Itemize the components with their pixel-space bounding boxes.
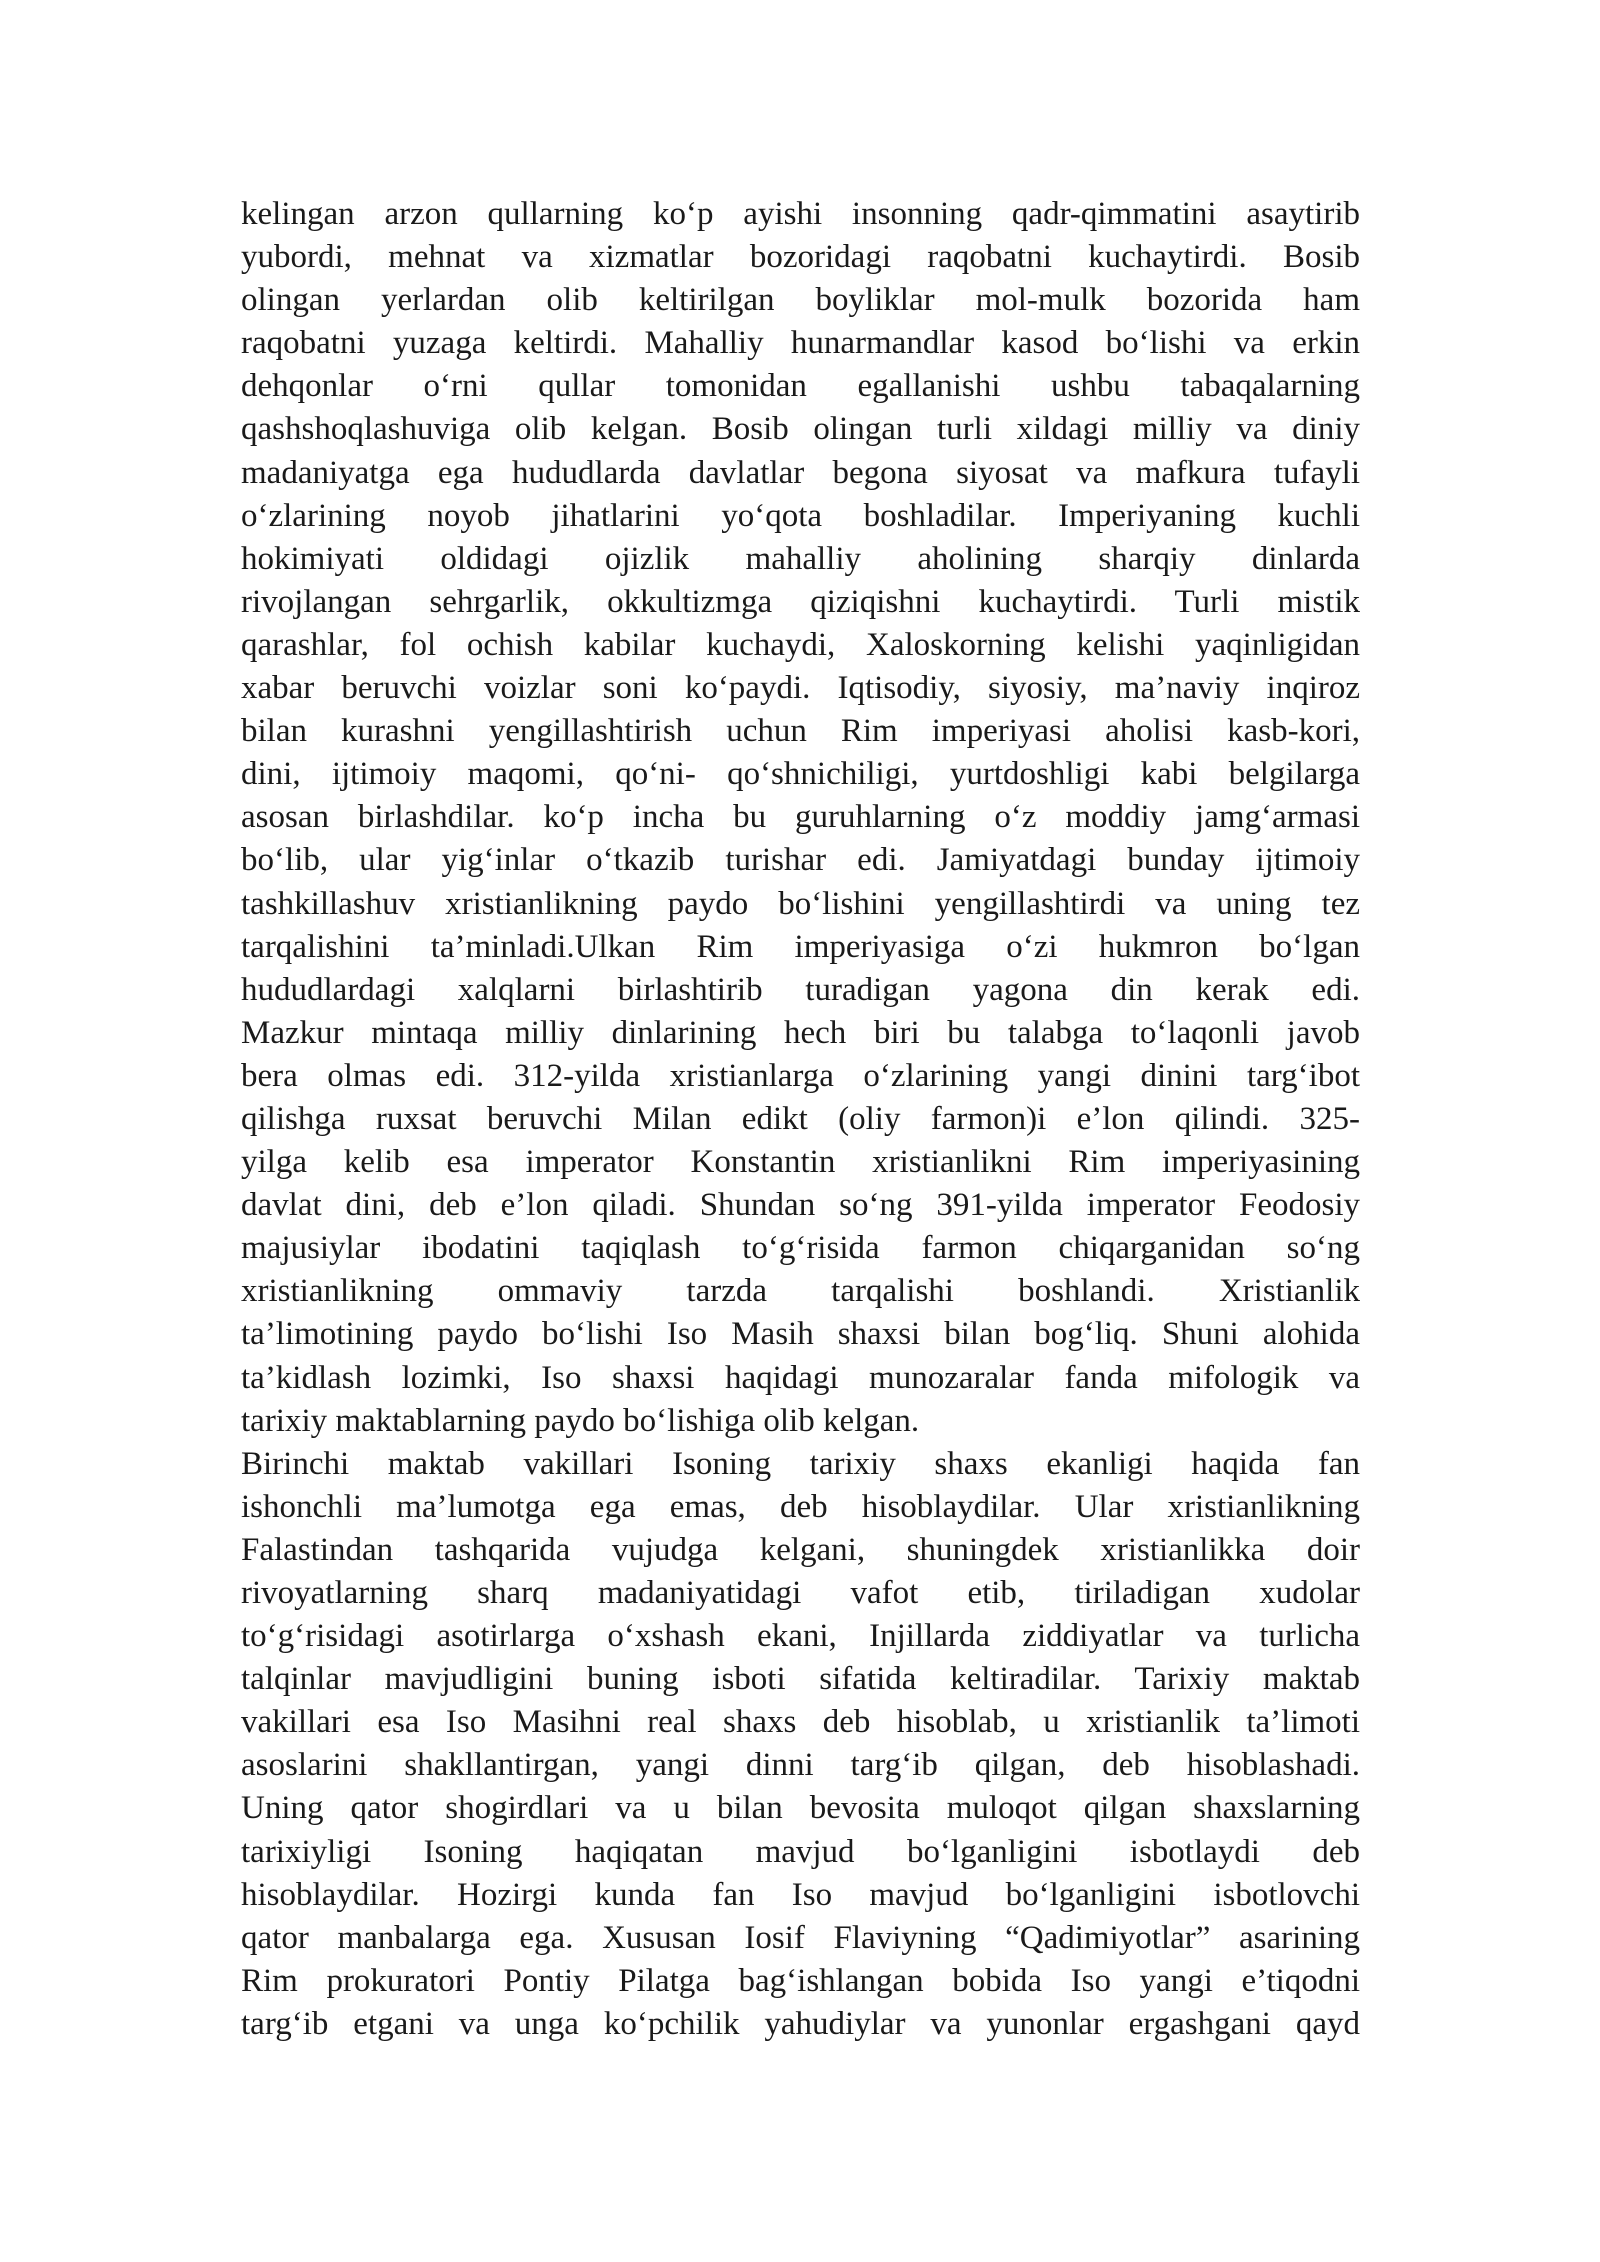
- text-line: qarashlar, fol ochish kabilar kuchaydi, Xaloskorning kelishi yaqinligidan: [241, 626, 1360, 663]
- text-line: hududlardagi xalqlarni birlashtirib turadigan yagona din kerak edi.: [241, 971, 1360, 1008]
- text-line: yilga kelib esa imperator Konstantin xristianlikni Rim imperiyasining: [241, 1144, 1360, 1181]
- text-line: tashkillashuv xristianlikning paydo bo‘lishini yengillashtirdi va uning tez: [241, 885, 1360, 922]
- text-line: tarixiy maktablarning paydo bo‘lishiga olib kelgan.: [241, 1402, 920, 1439]
- text-line: asoslarini shakllantirgan, yangi dinni targ‘ib qilgan, deb hisoblashadi.: [241, 1747, 1360, 1784]
- text-line: kelingan arzon qullarning ko‘p ayishi insonning qadr-qimmatini asaytirib: [241, 196, 1360, 232]
- text-line: olingan yerlardan olib keltirilgan boyliklar mol-mulk bozorida ham: [241, 282, 1360, 319]
- paragraph-1: [241, 193, 1360, 1443]
- text-line: qilishga ruxsat beruvchi Milan edikt (oliy farmon)i e’lon qilindi. 325-: [241, 1100, 1360, 1137]
- text-line: xabar beruvchi voizlar soni ko‘paydi. Iqtisodiy, siyosiy, ma’naviy inqiroz: [241, 670, 1360, 707]
- text-line: yubordi, mehnat va xizmatlar bozoridagi raqobatni kuchaytirdi. Bosib: [241, 239, 1360, 276]
- text-line: hisoblaydilar. Hozirgi kunda fan Iso mavjud bo‘lganligini isbotlovchi: [241, 1876, 1360, 1913]
- text-line: davlat dini, deb e’lon qiladi. Shundan so‘ng 391-yilda imperator Feodosiy: [241, 1187, 1360, 1224]
- text-line: qashshoqlashuviga olib kelgan. Bosib olingan turli xildagi milliy va diniy: [241, 411, 1360, 448]
- text-line: ishonchli ma’lumotga ega emas, deb hisoblaydilar. Ular xristianlikning: [241, 1488, 1360, 1525]
- text-line: bo‘lib, ular yig‘inlar o‘tkazib turishar edi. Jamiyatdagi bunday ijtimoiy: [241, 842, 1360, 879]
- text-line: Mazkur mintaqa milliy dinlarining hech biri bu talabga to‘laqonli javob: [241, 1014, 1360, 1051]
- text-line: asosan birlashdilar. ko‘p incha bu guruhlarning o‘z moddiy jamg‘armasi: [241, 799, 1360, 836]
- text-line: rivoyatlarning sharq madaniyatidagi vafot etib, tiriladigan xudolar: [241, 1575, 1360, 1611]
- text-line: Birinchi maktab vakillari Isoning tarixiy shaxs ekanligi haqida fan: [241, 1445, 1360, 1482]
- text-line: dehqonlar o‘rni qullar tomonidan egallanishi ushbu tabaqalarning: [241, 368, 1360, 405]
- text-line: o‘zlarining noyob jihatlarini yo‘qota boshladilar. Imperiyaning kuchli: [241, 497, 1360, 534]
- text-line: dini, ijtimoiy maqomi, qo‘ni- qo‘shnichiligi, yurtdoshligi kabi belgilarga: [241, 756, 1360, 793]
- text-line: ta’kidlash lozimki, Iso shaxsi haqidagi munozaralar fanda mifologik va: [241, 1359, 1360, 1396]
- body-text: [241, 193, 1360, 2046]
- text-line: majusiylar ibodatini taqiqlash to‘g‘risida farmon chiqarganidan so‘ng: [241, 1230, 1360, 1267]
- text-line: qator manbalarga ega. Xususan Iosif Flaviyning “Qadimiyotlar” asarining: [241, 1919, 1360, 1956]
- text-line: tarqalishini ta’minladi.Ulkan Rim imperiyasiga o‘zi hukmron bo‘lgan: [241, 928, 1360, 965]
- text-line: vakillari esa Iso Masihni real shaxs deb hisoblab, u xristianlik ta’limoti: [241, 1704, 1360, 1741]
- text-line: bilan kurashni yengillashtirish uchun Rim imperiyasi aholisi kasb-kori,: [241, 713, 1360, 750]
- text-line: bera olmas edi. 312-yilda xristianlarga o‘zlarining yangi dinini targ‘ibot: [241, 1057, 1360, 1094]
- paragraph-2: [241, 1443, 1360, 2046]
- text-line: Rim prokuratori Pontiy Pilatga bag‘ishlangan bobida Iso yangi e’tiqodni: [241, 1962, 1360, 1999]
- text-line: tarixiyligi Isoning haqiqatan mavjud bo‘lganligini isbotlaydi deb: [241, 1833, 1360, 1870]
- text-line: rivojlangan sehrgarlik, okkultizmga qiziqishni kuchaytirdi. Turli mistik: [241, 583, 1360, 620]
- text-line: talqinlar mavjudligini buning isboti sifatida keltiradilar. Tarixiy maktab: [241, 1661, 1360, 1698]
- text-line: hokimiyati oldidagi ojizlik mahalliy aholining sharqiy dinlarda: [241, 540, 1360, 577]
- text-line: Uning qator shogirdlari va u bilan bevosita muloqot qilgan shaxslarning: [241, 1790, 1360, 1827]
- text-line: targ‘ib etgani va unga ko‘pchilik yahudiylar va yunonlar ergashgani qayd: [241, 2005, 1360, 2042]
- text-line: ta’limotining paydo bo‘lishi Iso Masih shaxsi bilan bog‘liq. Shuni alohida: [241, 1316, 1360, 1353]
- text-line: raqobatni yuzaga keltirdi. Mahalliy hunarmandlar kasod bo‘lishi va erkin: [241, 325, 1360, 362]
- text-line: xristianlikning ommaviy tarzda tarqalishi boshlandi. Xristianlik: [241, 1273, 1360, 1310]
- text-line: madaniyatga ega hududlarda davlatlar begona siyosat va mafkura tufayli: [241, 454, 1360, 491]
- text-line: to‘g‘risidagi asotirlarga o‘xshash ekani, Injillarda ziddiyatlar va turlicha: [241, 1618, 1360, 1655]
- text-line: Falastindan tashqarida vujudga kelgani, shuningdek xristianlikka doir: [241, 1531, 1360, 1568]
